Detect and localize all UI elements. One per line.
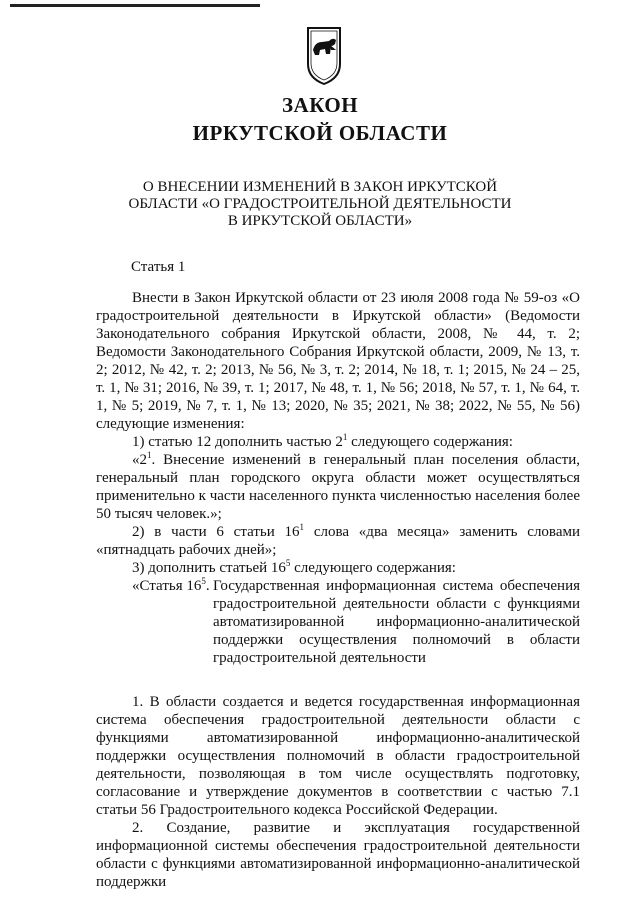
article-heading: Статья 1 (131, 259, 186, 275)
title-line-1: ЗАКОН (281, 93, 359, 117)
amendment-item-1: 1) статью 12 дополнить частью $2^1$ следующего содержания: (132, 432, 513, 450)
amendment-item-3: 3) дополнить статьей $16^5$ следующего содержания: (132, 558, 456, 576)
paragraph-2: 2. Создание, развитие и эксплуатация государственной информационной системы обеспечения градостроительной деятельности области с функциями автоматизированной информационно-аналитической поддержки (96, 820, 580, 890)
law-subtitle (100, 179, 540, 230)
document-body (96, 289, 580, 891)
subtitle-line-3: В ИРКУТСКОЙ ОБЛАСТИ» (227, 213, 413, 229)
new-article-heading (96, 577, 580, 667)
paragraph-1: 1. В области создается и ведется государственная информационная система обеспечения градостроительной деятельности области с функциями автоматизированной информационно-аналитической поддержки осуществления полномочий в области градостроительной деятельности, позволяющая в том числе осуществлять подготовку, согласование и утверждение документов в соответствии с частью 7.1 статьи 56 Градостроительного кодекса Российской Федерации. (96, 694, 580, 818)
amendment-item-2: 2) в части 6 статьи $16^1$ слова «два месяца» заменить словами «пятнадцать рабочих дней»; (96, 522, 580, 558)
new-article-number: «Статья $16^5$. (132, 576, 210, 594)
amendment-quote-1: «$2^1$. Внесение изменений в генеральный план поселения области, генеральный план городского округа области может осуществляться применительно к части населенного пункта численностью населения более 50 тысяч человек.»; (96, 450, 580, 522)
subtitle-line-1: О ВНЕСЕНИИ ИЗМЕНЕНИЙ В ЗАКОН ИРКУТСКОЙ (142, 179, 498, 195)
new-article-title: Государственная информационная система обеспечения градостроительной деятельности области с функциями автоматизированной информационно-аналитической поддержки осуществления полномочий в области градостроительной деятельности (213, 578, 580, 666)
title-line-2: ИРКУТСКОЙ ОБЛАСТИ (192, 121, 448, 145)
subtitle-line-2: ОБЛАСТИ «О ГРАДОСТРОИТЕЛЬНОЙ ДЕЯТЕЛЬНОСТИ (128, 196, 512, 212)
intro-paragraph: Внести в Закон Иркутской области от 23 июля 2008 года № 59-оз «О градостроительной деятельности в Иркутской области» (Ведомости Законодательного собрания Иркутской области, 2008, № 44, т. 2; Ведомости Законодательного Собрания Иркутской области, 2009, № 13, т. 2; 2012, № 42, т. 2; 2013, № 56, № 3, т. 2; 2014, № 18, т. 1; 2015, № 24 – 25, т. 1, № 31; 2016, № 39, т. 1; 2017, № 48, т. 1, № 56; 2018, № 57, т. 1, № 64, т. 1, № 5; 2019, № 7, т. 1, № 13; 2020, № 35; 2021, № 38; 2022, № 55, № 56) следующие изменения: (96, 290, 580, 432)
irkutsk-coat-of-arms-icon (302, 24, 346, 86)
top-rule (10, 4, 260, 7)
